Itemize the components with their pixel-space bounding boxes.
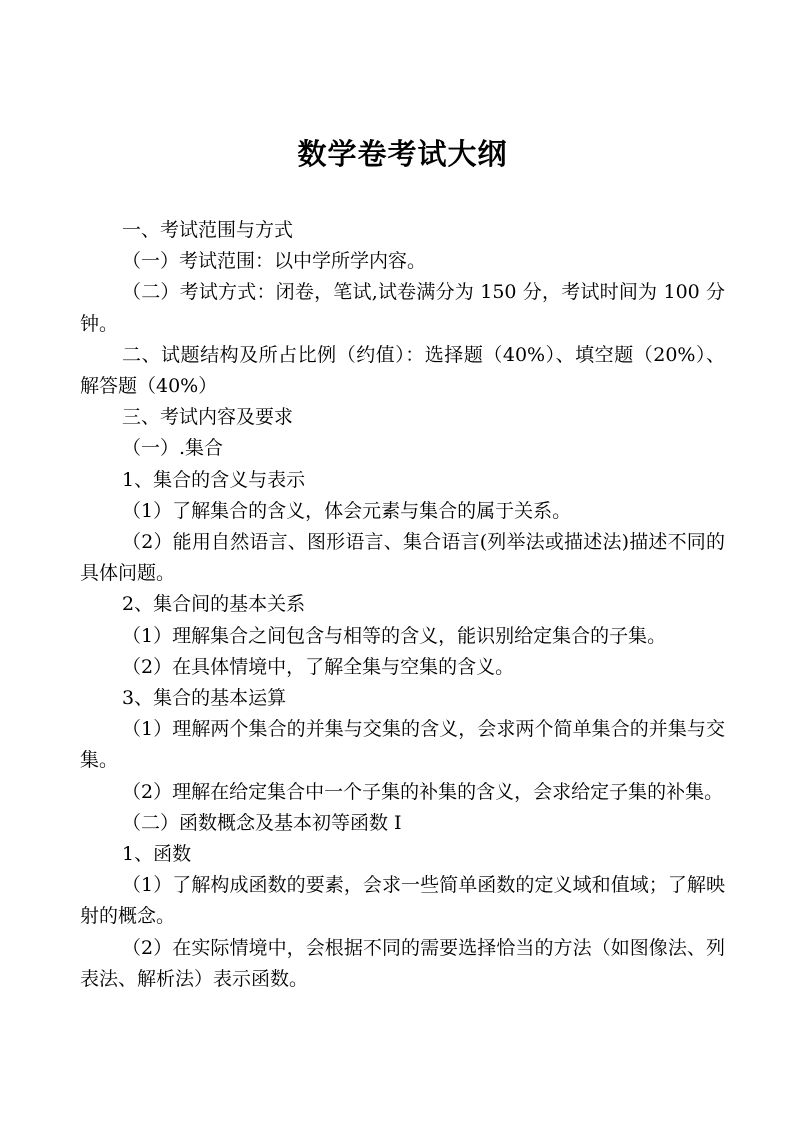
topic-heading: 1、函数 [122, 843, 192, 866]
section-heading: 二、试题结构及所占比例（约值）：选择题（40%）、填空题（20%）、解答题（40%） [80, 343, 725, 398]
paragraph: （2）在具体情境中，了解全集与空集的含义。 [122, 655, 515, 678]
paragraph: （1）理解集合之间包含与相等的含义，能识别给定集合的子集。 [122, 624, 667, 647]
paragraph: （二）考试方式：闭卷，笔试,试卷满分为 150 分，考试时间为 100 分钟。 [80, 281, 725, 335]
section-heading: 三、考试内容及要求 [122, 406, 294, 429]
paragraph: （1）了解构成函数的要素，会求一些简单函数的定义域和值域；了解映射的概念。 [80, 874, 725, 928]
paragraph: （2）在实际情境中，会根据不同的需要选择恰当的方法（如图像法、列表法、解析法）表示函数。 [80, 936, 725, 990]
paragraph: （1）了解集合的含义，体会元素与集合的属于关系。 [122, 499, 572, 522]
page-title: 数学卷考试大纲 [297, 137, 508, 171]
document-page [80, 130, 725, 995]
paragraph: （一）考试范围：以中学所学内容。 [122, 250, 427, 273]
section-heading: 一、考试范围与方式 [122, 219, 294, 241]
paragraph: （1）理解两个集合的并集与交集的含义，会求两个简单集合的并集与交集。 [80, 718, 725, 772]
subsection-heading: （一）.集合 [122, 437, 224, 460]
paragraph: （2）能用自然语言、图形语言、集合语言(列举法或描述法)描述不同的具体问题。 [80, 531, 725, 585]
topic-heading: 3、集合的基本运算 [122, 687, 287, 710]
paragraph: （2）理解在给定集合中一个子集的补集的含义，会求给定子集的补集。 [122, 780, 724, 803]
topic-heading: 2、集合间的基本关系 [122, 593, 306, 616]
subsection-heading: （二）函数概念及基本初等函数 I [122, 811, 402, 834]
topic-heading: 1、集合的含义与表示 [122, 468, 306, 491]
